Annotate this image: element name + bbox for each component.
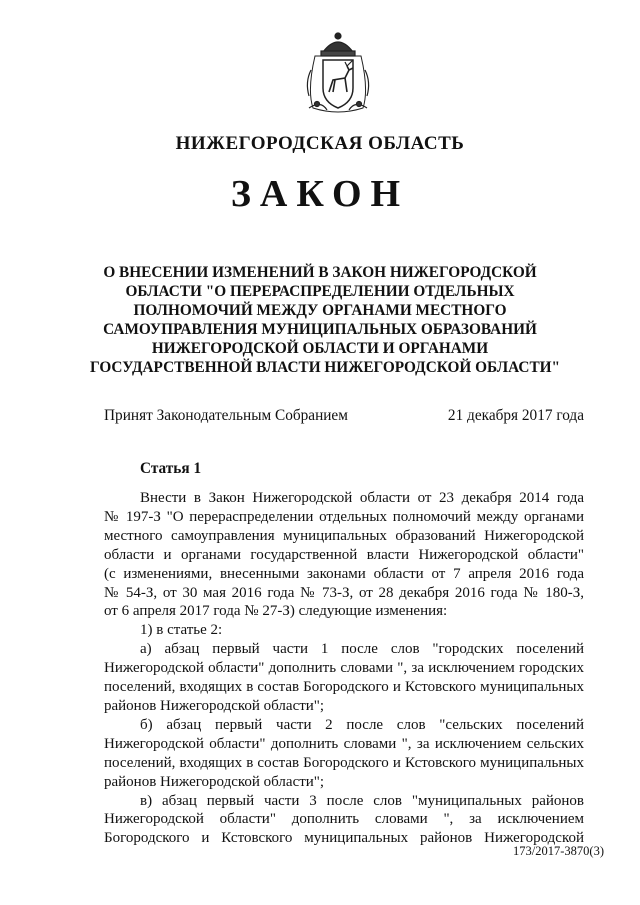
law-title xyxy=(90,263,561,377)
body-line: Нижегородской области" дополнить словами ", за исключением xyxy=(104,811,584,828)
body-line: поселений, входящих в состав Богородского и Кстовского муниципальных xyxy=(104,679,584,696)
article-body xyxy=(104,489,584,848)
title-line: ПОЛНОМОЧИЙ МЕЖДУ ОРГАНАМИ МЕСТНОГО xyxy=(133,302,507,319)
title-line: НИЖЕГОРОДСКОЙ ОБЛАСТИ И ОРГАНАМИ xyxy=(151,340,489,357)
body-line: районов Нижегородской области"; xyxy=(104,697,325,714)
title-line: ОБЛАСТИ "О ПЕРЕРАСПРЕДЕЛЕНИИ ОТДЕЛЬНЫХ xyxy=(125,283,515,300)
body-line: от 6 апреля 2017 года № 27-З) следующие изменения: xyxy=(104,603,448,620)
region-heading: НИЖЕГОРОДСКАЯ ОБЛАСТЬ xyxy=(175,133,465,154)
body-line: области и органами государственной власти Нижегородской области" xyxy=(104,546,584,563)
body-line: районов Нижегородской области"; xyxy=(104,773,325,790)
body-line: местного самоуправления муниципальных образований Нижегородской xyxy=(104,527,584,544)
adoption-date: 21 декабря 2017 года xyxy=(447,407,584,424)
body-line: № 54-З, от 30 мая 2016 года № 73-З, от 28 декабря 2016 года № 180-З, xyxy=(104,584,584,601)
coat-of-arms-emblem xyxy=(301,30,375,116)
body-line: в) абзац первый части 3 после слов "муниципальных районов xyxy=(140,792,584,809)
adopted-by: Принят Законодательным Собранием xyxy=(104,407,348,424)
title-line: САМОУПРАВЛЕНИЯ МУНИЦИПАЛЬНЫХ ОБРАЗОВАНИЙ xyxy=(103,321,537,338)
title-line: ГОСУДАРСТВЕННОЙ ВЛАСТИ НИЖЕГОРОДСКОЙ ОБЛАСТИ" xyxy=(90,359,561,376)
body-line: Нижегородской области" дополнить словами ", за исключением сельских xyxy=(104,735,584,752)
body-line: поселений, входящих в состав Богородского и Кстовского муниципальных xyxy=(104,754,584,771)
body-line: № 197-З "О перераспределении отдельных полномочий между органами xyxy=(104,508,584,525)
body-line: Внести в Закон Нижегородской области от 23 декабря 2014 года xyxy=(140,490,584,506)
title-line: О ВНЕСЕНИИ ИЗМЕНЕНИЙ В ЗАКОН НИЖЕГОРОДСКОЙ xyxy=(103,264,537,281)
document-code: 173/2017-3870(3) xyxy=(513,844,604,858)
body-line: Нижегородской области" дополнить словами ", за исключением городских xyxy=(104,660,584,677)
document-type-heading: ЗАКОН xyxy=(230,173,410,215)
body-line: Богородского и Кстовского муниципальных районов Нижегородской xyxy=(104,830,584,847)
body-line: 1) в статье 2: xyxy=(140,622,223,639)
article-heading: Статья 1 xyxy=(140,460,202,477)
body-line: (с изменениями, внесенными законами области от 7 апреля 2016 года xyxy=(104,565,584,582)
body-line: б) абзац первый части 2 после слов "сельских поселений xyxy=(140,716,584,733)
body-line: а) абзац первый части 1 после слов "городских поселений xyxy=(140,641,584,658)
